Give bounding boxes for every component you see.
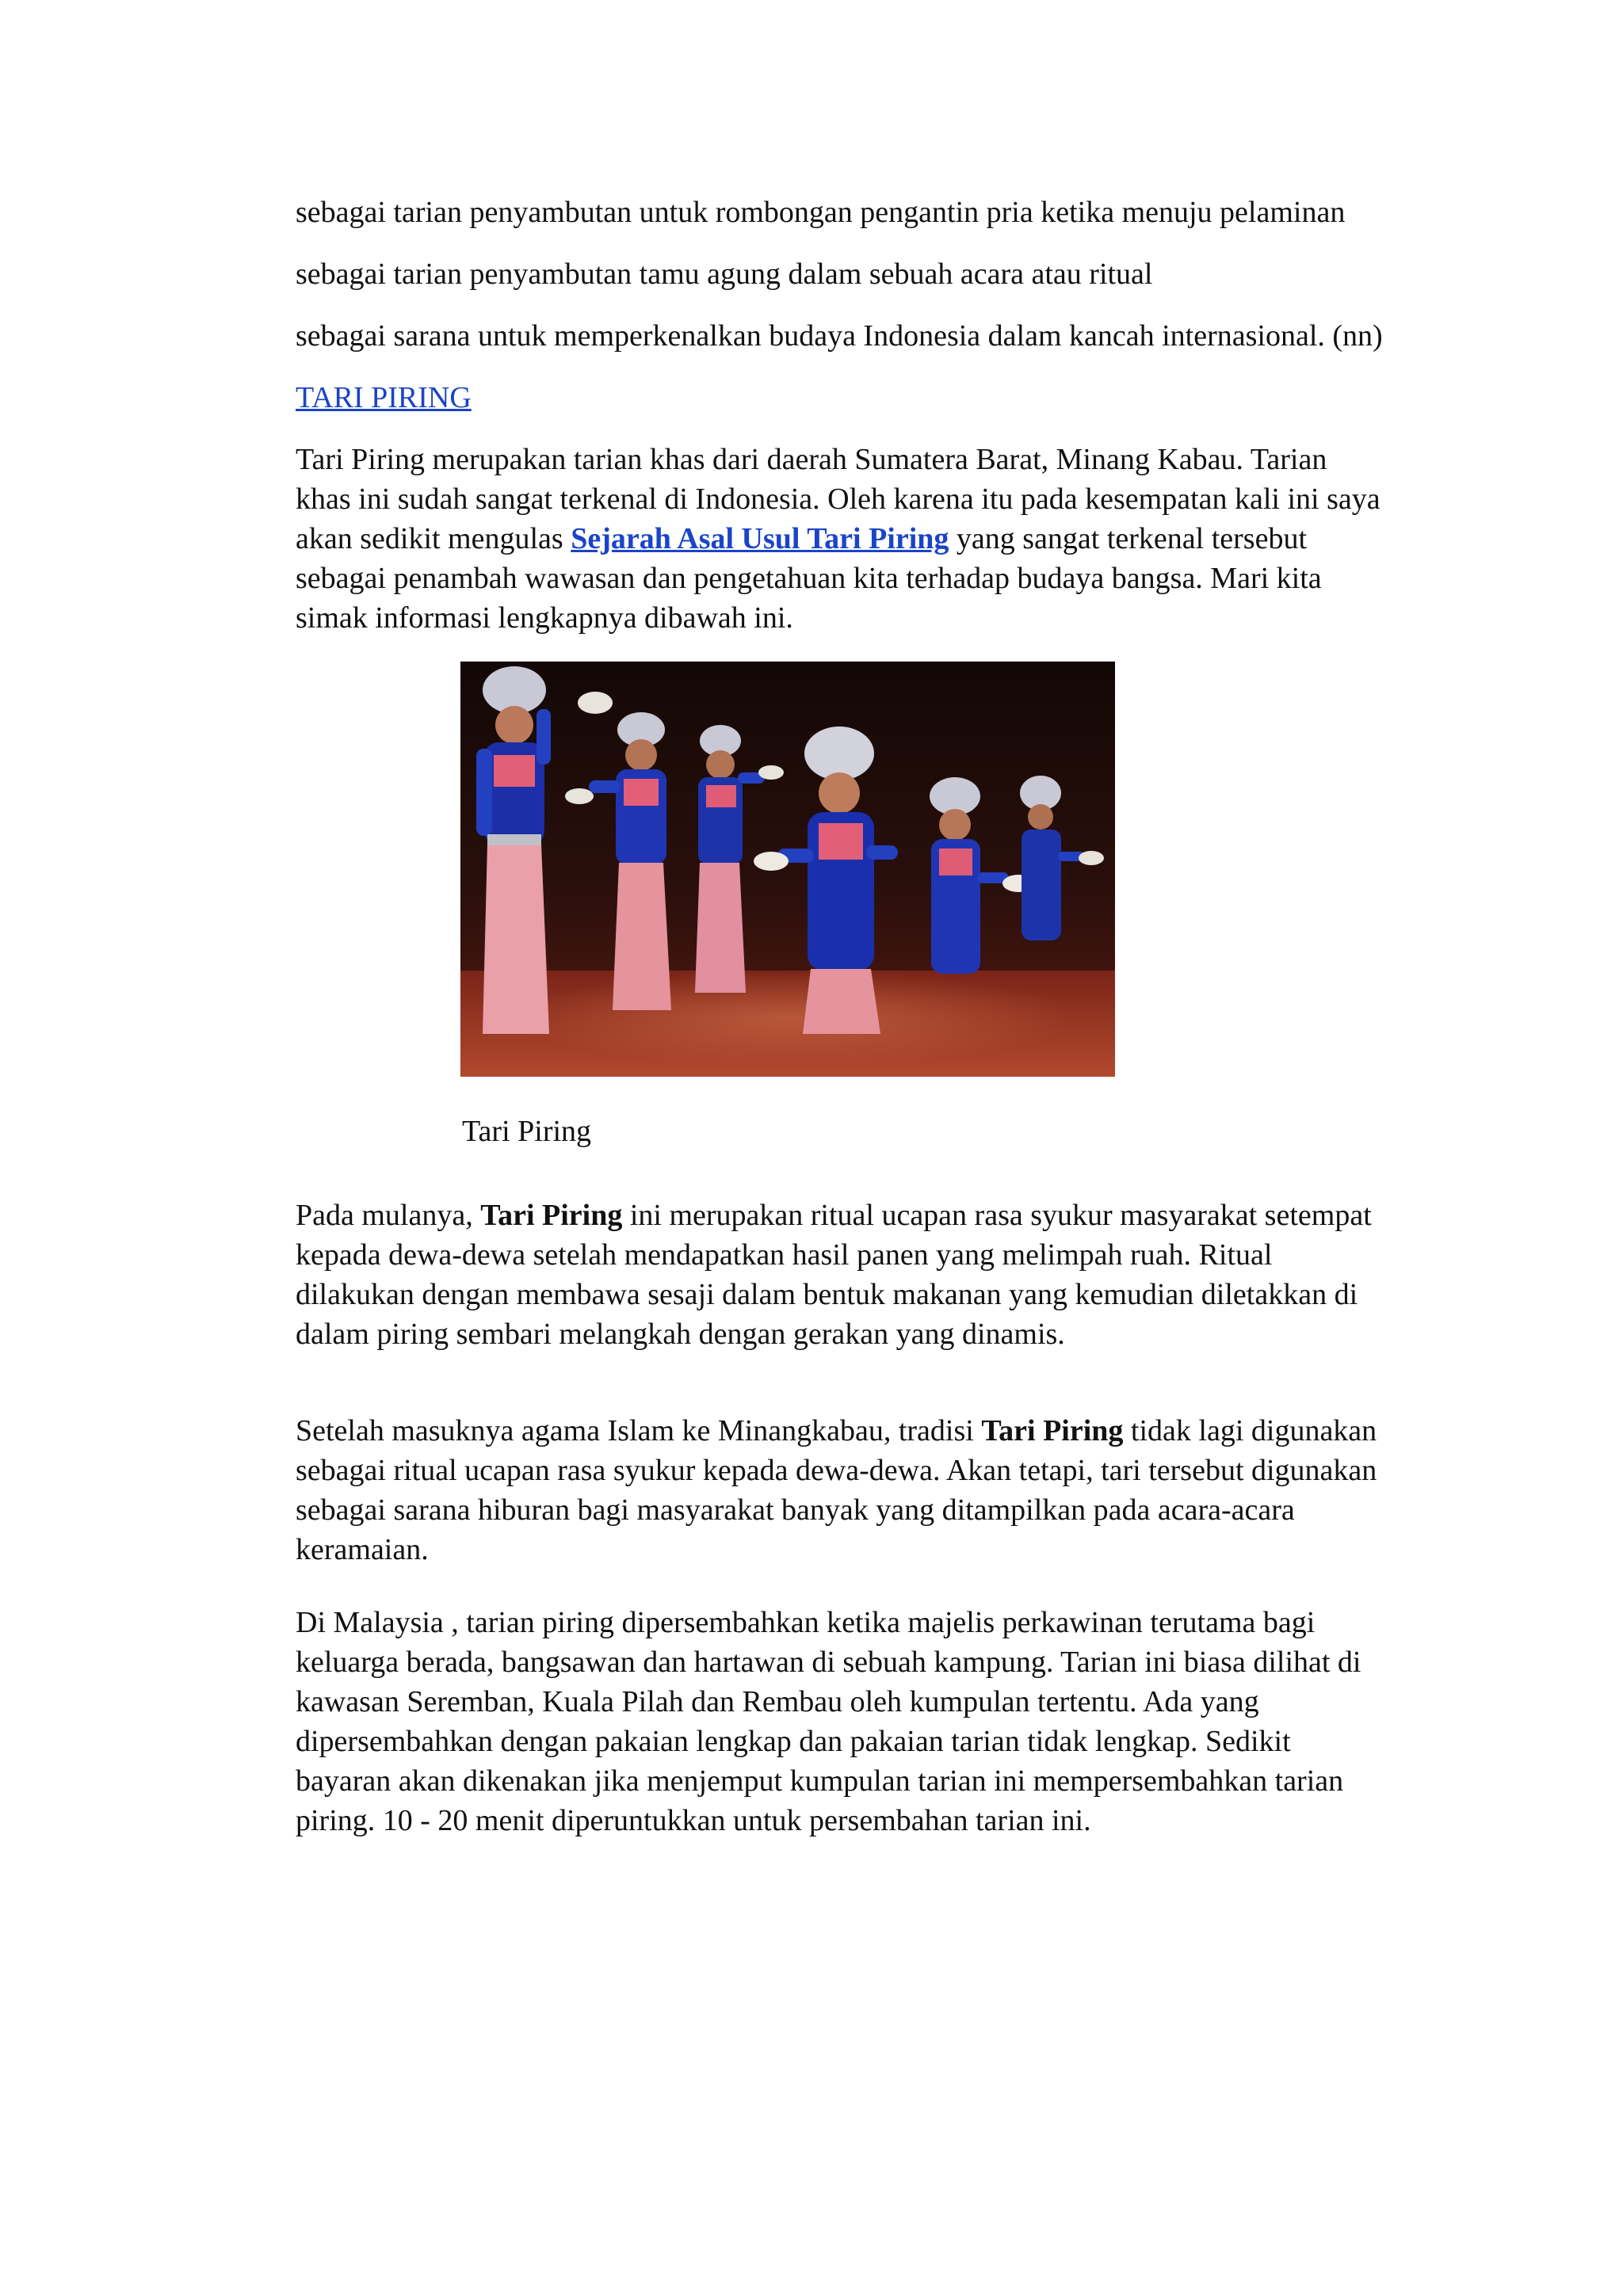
list-item: sebagai tarian penyambutan untuk rombongan pengantin pria ketika menuju pelaminan	[296, 196, 1346, 229]
para2-text: Setelah masuknya agama Islam ke Minangkabau, tradisi	[296, 1414, 982, 1447]
spacer	[296, 1376, 1389, 1411]
intro-text-cont: yang sangat terkenal tersebut sebagai penambah wawasan dan pengetahuan kita terhadap budaya bangsa. Mari kita simak informasi lengkapnya dibawah ini.	[296, 522, 1322, 635]
image-caption: Tari Piring	[462, 1115, 592, 1148]
para1-text-cont: ini merupakan ritual ucapan rasa syukur masyarakat setempat kepada dewa-dewa setelah mendapatkan hasil panen yang melimpah ruah. Ritual dilakukan dengan membawa sesaji dalam bentuk makanan yang kemudian diletakkan di dalam piring sembari melangkah dengan gerakan yang dinamis.	[296, 1199, 1372, 1351]
heading-link-tari-piring[interactable]: TARI PIRING	[296, 381, 472, 414]
document-page	[296, 193, 1389, 1863]
body-paragraph: Di Malaysia , tarian piring dipersembahkan ketika majelis perkawinan terutama bagi keluarga berada, bangsawan dan hartawan di sebuah kampung. Tarian ini biasa dilihat di kawasan Seremban, Kuala Pilah dan Rembau oleh kumpulan tertentu. Ada yang dipersembahkan dengan pakaian lengkap dan pakaian tarian tidak lengkap. Sedikit bayaran akan dikenakan jika menjemput kumpulan tarian ini mempersembahkan tarian piring. 10 - 20 menit diperuntukkan untuk persembahan tarian ini.	[296, 1606, 1361, 1837]
para2-bold: Tari Piring	[981, 1414, 1124, 1447]
para1-bold: Tari Piring	[480, 1199, 623, 1232]
sejarah-link[interactable]: Sejarah Asal Usul Tari Piring	[571, 522, 949, 555]
dance-photo	[460, 662, 1115, 1077]
section-heading	[296, 378, 1389, 418]
para1-text: Pada mulanya,	[296, 1199, 481, 1232]
list-item: sebagai sarana untuk memperkenalkan budaya Indonesia dalam kancah internasional. (nn)	[296, 319, 1383, 353]
body-paragraph	[296, 1411, 1389, 1569]
spacer	[296, 1592, 1389, 1603]
list-item: sebagai tarian penyambutan tamu agung dalam sebuah acara atau ritual	[296, 257, 1153, 291]
intro-text: Tari Piring merupakan tarian khas dari daerah Sumatera Barat, Minang Kabau. Tarian khas ini sudah sangat terkenal di Indonesia. Oleh karena itu pada kesempatan kali ini saya akan sedikit mengulas	[296, 443, 1381, 555]
intro-paragraph	[296, 440, 1389, 638]
para2-text-cont: tidak lagi digunakan sebagai ritual ucapan rasa syukur kepada dewa-dewa. Akan tetapi, tari tersebut digunakan sebagai sarana hiburan bagi masyarakat banyak yang ditampilkan pada acara-acara keramaian.	[296, 1414, 1377, 1566]
body-paragraph	[296, 1196, 1389, 1354]
dance-photo-illustration	[460, 662, 1115, 1077]
